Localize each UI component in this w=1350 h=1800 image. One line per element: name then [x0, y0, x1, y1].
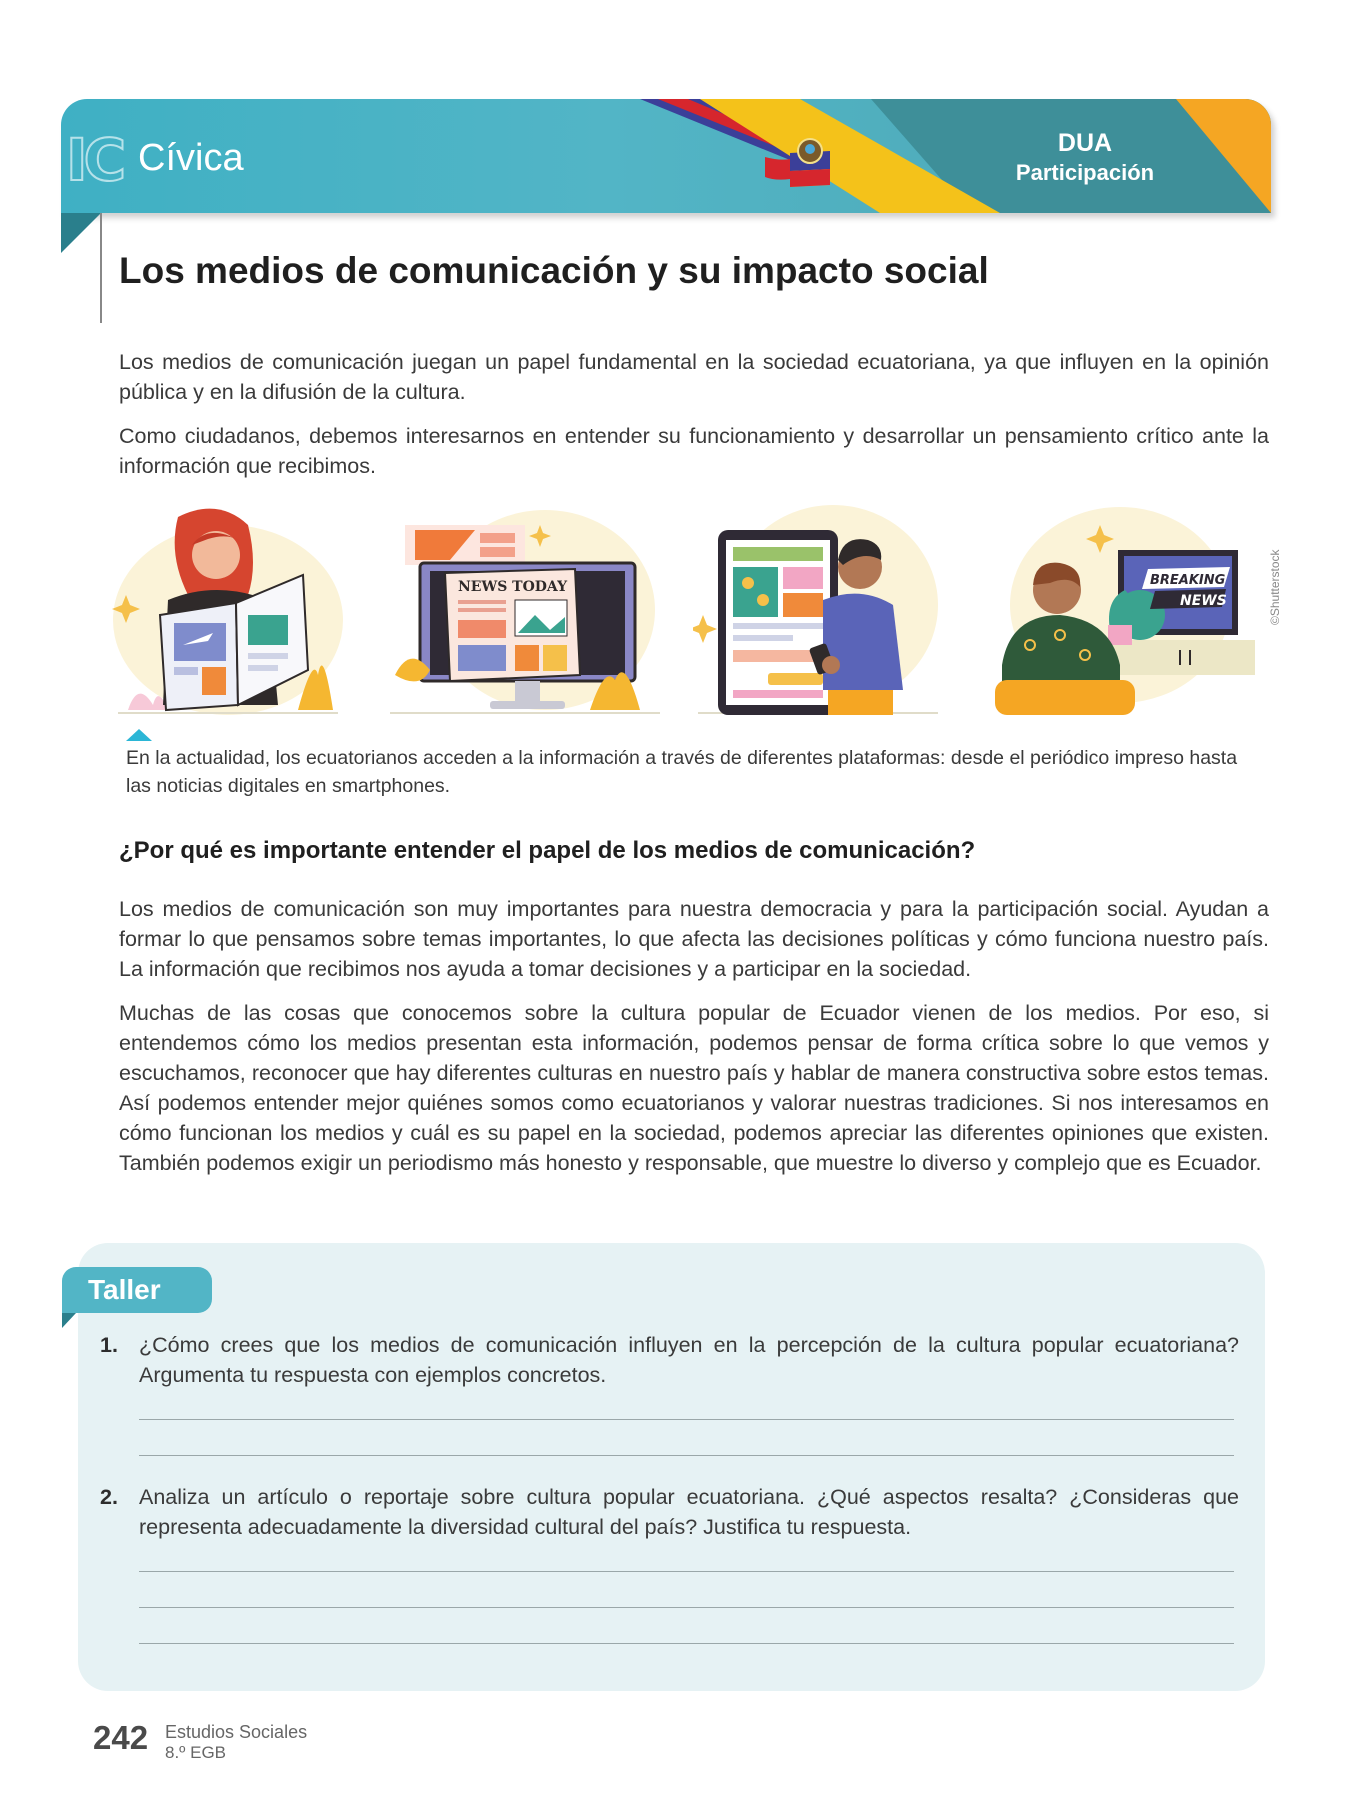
intro-paragraph-1: Los medios de comunicación juegan un papel fundamental en la sociedad ecuatoriana, ya que influyen en la opinión pública y en la difusión de la cultura.: [119, 350, 1269, 404]
section-name: Cívica: [138, 137, 244, 179]
footer-subject: Estudios Sociales: [165, 1722, 308, 1742]
question-2-number: 2.: [100, 1485, 118, 1509]
tv-sign-line-1: BREAKING: [1150, 573, 1226, 588]
image-credit: ©Shutterstock: [1268, 549, 1282, 625]
page-number: 242: [93, 1719, 149, 1756]
newspaper-sign: NEWS TODAY: [458, 579, 568, 595]
page-title: Los medios de comunicación y su impacto social: [119, 250, 989, 291]
title-rule: [100, 213, 102, 323]
logo-icon: IC: [66, 126, 123, 194]
question-1-text: ¿Cómo crees que los medios de comunicación influyen en la percepción de la cultura popular ecuatoriana? Argumenta tu respuesta con ejemplos concretos.: [139, 1333, 1239, 1387]
body-paragraph-1: Los medios de comunicación son muy importantes para nuestra democracia y para la participación social. Ayudan a formar lo que pensamos sobre temas importantes, lo que afecta las decisiones políticas y cómo funciona nuestro país. La información que recibimos nos ayuda a tomar decisiones y a participar en la sociedad.: [119, 897, 1269, 981]
question-2-text: Analiza un artículo o reportaje sobre cultura popular ecuatoriana. ¿Qué aspectos resalta? ¿Consideras que representa adecuadamente la diversidad cultural del país? Justifica tu respuesta.: [139, 1485, 1239, 1539]
answer-line-2c[interactable]: [139, 1643, 1234, 1644]
news-monitor-illustration: [390, 505, 660, 720]
question-1-number: 1.: [100, 1333, 118, 1357]
banner-fold: [61, 213, 101, 253]
answer-line-2b[interactable]: [139, 1607, 1234, 1608]
section-subheading: ¿Por qué es importante entender el papel de los medios de comunicación?: [119, 837, 976, 864]
ecuador-flag-ribbon-icon: [640, 99, 1000, 213]
caption-arrow-icon: [126, 729, 152, 741]
man-watching-tv-illustration: [990, 505, 1260, 720]
dua-badge-title: DUA: [1057, 129, 1113, 157]
footer-grade: 8.º EGB: [165, 1743, 227, 1762]
man-with-tablet-illustration: [693, 505, 943, 720]
dua-badge-subtitle: Participación: [1015, 160, 1155, 185]
answer-line-2a[interactable]: [139, 1571, 1234, 1572]
answer-line-1b[interactable]: [139, 1455, 1234, 1456]
intro-paragraph-2: Como ciudadanos, debemos interesarnos en entender su funcionamiento y desarrollar un pensamiento crítico ante la información que recibimos.: [119, 424, 1269, 478]
taller-box: [78, 1243, 1265, 1691]
answer-line-1a[interactable]: [139, 1419, 1234, 1420]
taller-label: Taller: [88, 1274, 161, 1305]
woman-reading-newspaper-illustration: [108, 505, 348, 720]
image-caption: En la actualidad, los ecuatorianos acceden a la información a través de diferentes plataformas: desde el periódico impreso hasta las noticias digitales en smartphones.: [126, 747, 1238, 797]
taller-tab-fold: [62, 1313, 76, 1328]
body-paragraph-2: Muchas de las cosas que conocemos sobre la cultura popular de Ecuador vienen de los medios. Por eso, si entendemos cómo los medios presentan esta información, podemos pensar de forma crítica sobre lo que vemos y escuchamos, reconocer que hay diferentes culturas en nuestro país y hablar de manera constructiva sobre estos temas. Así podemos entender mejor quiénes somos como ecuatorianos y valorar nuestras tradiciones. Si nos interesamos en cómo funcionan los medios y cuál es su papel en la sociedad, podemos apreciar las diferentes opiniones que existen. También podemos exigir un periodismo más honesto y responsable, que muestre lo diverso y complejo que es Ecuador.: [119, 1001, 1269, 1175]
tv-sign-line-2: NEWS: [1180, 593, 1227, 609]
